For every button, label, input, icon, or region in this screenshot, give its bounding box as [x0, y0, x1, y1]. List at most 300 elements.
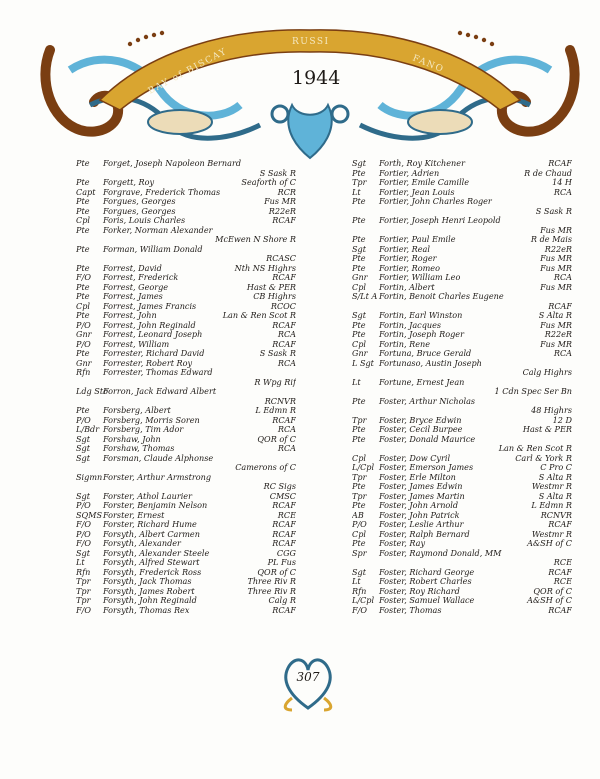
roll-entry-line: [76, 159, 296, 169]
soldier-name: Foster, John Patrick: [379, 510, 460, 520]
unit: RCA: [277, 330, 296, 339]
soldier-name: Foster, James Martin: [379, 491, 465, 501]
rank: Lt: [352, 577, 361, 586]
roll-entry: [76, 492, 296, 502]
roll-entry: [76, 406, 296, 416]
roll-entry: [352, 178, 572, 188]
rank: Pte: [76, 244, 90, 254]
roll-entry: [352, 340, 572, 350]
rank: Lt: [352, 187, 361, 197]
unit: Fus MR: [264, 197, 296, 206]
illuminated-header: [30, 10, 590, 160]
roll-entry: [352, 596, 572, 606]
soldier-name: Fortier, Jean Louis: [379, 187, 455, 197]
soldier-name: Foster, Robert Charles: [379, 577, 472, 586]
rank: Sgt: [352, 567, 366, 577]
soldier-name: Fortier, John Charles Roger: [379, 197, 492, 206]
roll-entry-line: [352, 245, 572, 255]
rank: Sgt: [76, 548, 90, 558]
roll-entry: [352, 159, 572, 169]
rank: Gnr: [76, 330, 92, 339]
unit-continued: Calg Highrs: [522, 368, 572, 377]
ribbon-text-right: FANO: [410, 53, 446, 76]
roll-entry: [352, 549, 572, 568]
roll-entry: [352, 520, 572, 530]
roll-entry-line: [76, 416, 296, 426]
soldier-name: Forgett, Roy: [103, 178, 155, 187]
roll-entry: [352, 425, 572, 435]
unit: R22eR: [544, 330, 572, 339]
roll-entry: [76, 568, 296, 578]
roll-entry: [76, 435, 296, 445]
roll-entry-line: [352, 596, 572, 606]
rank: Rfn: [352, 586, 367, 596]
rank: Pte: [352, 263, 366, 273]
roll-entry-line: [352, 340, 572, 350]
roll-entry-line: [352, 159, 572, 169]
rank: Cpl: [352, 282, 366, 292]
unit: Lan & Ren Scot R: [222, 311, 296, 320]
rank: L/Cpl: [352, 463, 375, 472]
roll-entry: [352, 349, 572, 359]
rank: Spr: [352, 548, 367, 558]
roll-entry: [352, 501, 572, 511]
roll-entry-line: [352, 435, 572, 445]
rank: P/O: [76, 529, 91, 539]
unit-continued: Camerons of C: [235, 463, 296, 472]
rank: Gnr: [352, 273, 368, 282]
page-number-ornament: [278, 650, 338, 712]
roll-entry-line: [352, 492, 572, 502]
roll-entry: [352, 283, 572, 293]
unit: RCOC: [270, 301, 296, 311]
soldier-name: Fortier, William Leo: [379, 273, 461, 282]
rank: Tpr: [76, 577, 91, 586]
roll-entry-line: [352, 501, 572, 511]
roll-entry: [352, 311, 572, 321]
roll-entry: [352, 254, 572, 264]
soldier-name: Forrest, Frederick: [103, 273, 179, 282]
unit: CGG: [276, 548, 296, 558]
roll-entry-line: [76, 568, 296, 578]
unit: Fus MR: [540, 282, 572, 292]
soldier-name: Forrest, James Francis: [103, 301, 197, 311]
unit: Westmr R: [531, 529, 572, 539]
soldier-name: Fortin, Joseph Roger: [379, 330, 464, 339]
soldier-name: Fortunaso, Austin Joseph: [379, 358, 482, 368]
soldier-name: Forget, Joseph Napoleon Bernard: [103, 159, 242, 168]
roll-entry: [76, 530, 296, 540]
unit: 14 H: [552, 178, 572, 187]
roll-entry-line: [352, 520, 572, 530]
roll-entry: [76, 207, 296, 217]
unit: RCNVR: [540, 510, 572, 520]
soldier-name: Forsyth, Jack Thomas: [103, 577, 192, 586]
roll-entry-line: [76, 292, 296, 302]
roll-entry: [352, 292, 572, 311]
soldier-name: Foster, Bryce Edwin: [379, 415, 462, 425]
rank: Sgt: [352, 244, 366, 254]
unit: RCA: [277, 358, 296, 368]
rank: Pte: [76, 406, 90, 415]
soldier-name: Fortier, Joseph Henri Leopold: [379, 216, 501, 225]
roll-entry-line: [76, 359, 296, 369]
unit: S Alta R: [538, 472, 572, 482]
unit: RCA: [553, 349, 572, 358]
roll-entry: [352, 416, 572, 426]
soldier-name: Forron, Jack Edward Albert: [103, 387, 217, 396]
roll-entry-line: [76, 425, 296, 435]
soldier-name: Forsyth, John Reginald: [103, 596, 197, 605]
rank: Cpl: [76, 301, 90, 311]
roll-entry: [76, 558, 296, 568]
unit-continued: Fus MR: [540, 225, 572, 235]
soldier-name: Foster, John Arnold: [379, 501, 459, 510]
unit: RCE: [553, 577, 572, 586]
roll-entry: [352, 378, 572, 397]
rank: Sgt: [76, 444, 90, 453]
rank: Pte: [76, 349, 90, 358]
unit: CB Highrs: [253, 292, 296, 301]
soldier-name: Forrest, James: [103, 292, 163, 301]
soldier-name: Foster, Ray: [379, 539, 426, 548]
rank: Cpl: [352, 529, 366, 539]
roll-entry-line: [76, 596, 296, 606]
unit: A&SH of C: [527, 596, 572, 605]
unit-continued: Lan & Ren Scot R: [498, 444, 572, 453]
unit-continued: RCE: [553, 558, 572, 567]
rank: Pte: [76, 178, 90, 187]
roll-entry-line: [76, 606, 296, 616]
unit: Fus MR: [540, 339, 572, 349]
rank: Tpr: [352, 415, 367, 425]
soldier-name: Foster, Samuel Wallace: [379, 596, 475, 605]
rank: P/O: [352, 520, 367, 529]
roll-entry-line: [352, 349, 572, 359]
rank: P/O: [76, 501, 91, 510]
unit: RCAF: [272, 320, 296, 330]
roll-entry: [352, 235, 572, 245]
roll-entry: [76, 549, 296, 559]
roll-entry: [76, 197, 296, 207]
roll-entry: [76, 330, 296, 340]
soldier-name: Fortin, Jacques: [379, 320, 442, 330]
soldier-name: Fortier, Adrien: [379, 168, 440, 178]
roll-entry-line: [352, 416, 572, 426]
unit: Westmr R: [531, 482, 572, 491]
unit-continued: RCASC: [266, 254, 296, 263]
roll-entry-line: [76, 454, 296, 464]
roll-entry: [352, 454, 572, 464]
rank: Sgt: [352, 311, 366, 320]
soldier-name: Foster, Ralph Bernard: [379, 529, 470, 539]
soldier-name: Fortin, Benoit Charles Eugene: [379, 292, 504, 301]
roll-entry-line: [76, 340, 296, 350]
rank: Sgt: [76, 453, 90, 463]
soldier-name: Fortier, Emile Camille: [379, 178, 470, 187]
roll-entry: [76, 321, 296, 331]
rank: F/O: [76, 520, 91, 529]
rank: Tpr: [352, 472, 367, 482]
roll-entry: [76, 520, 296, 530]
roll-entry: [352, 482, 572, 492]
unit: Fus MR: [540, 263, 572, 273]
unit: RCAF: [272, 520, 296, 529]
rank: Pte: [352, 501, 366, 510]
roll-entry: [76, 425, 296, 435]
roll-entry-line: [76, 549, 296, 559]
soldier-name: Forsyth, Frederick Ross: [103, 567, 202, 577]
roll-entry: [76, 444, 296, 454]
rank: F/O: [76, 273, 91, 282]
rank: Tpr: [352, 491, 367, 501]
roll-entry: [352, 321, 572, 331]
roll-entry: [352, 330, 572, 340]
soldier-name: Fortune, Ernest Jean: [379, 377, 465, 387]
unit: Three Riv R: [247, 586, 296, 596]
roll-entry: [76, 587, 296, 597]
unit-continued: S Sask R: [535, 206, 572, 216]
roll-entry: [76, 596, 296, 606]
roll-entry-line: [352, 283, 572, 293]
rank: Pte: [76, 159, 90, 168]
rank: Pte: [76, 311, 90, 320]
roll-entry: [76, 245, 296, 264]
roll-entry-line: [76, 311, 296, 321]
roll-entry: [352, 511, 572, 521]
roll-entry: [352, 169, 572, 179]
roll-entry-line: [352, 425, 572, 435]
rank: SQMS: [76, 510, 103, 520]
unit: RCAF: [272, 273, 296, 282]
roll-entry: [352, 245, 572, 255]
roll-entry: [352, 435, 572, 454]
roll-entry: [352, 197, 572, 216]
rank: Pte: [352, 330, 366, 339]
soldier-name: Forsyth, Albert Carmen: [103, 529, 200, 539]
rank: Pte: [76, 292, 90, 301]
soldier-name: Forster, Athol Laurier: [103, 491, 192, 501]
roll-entry: [352, 568, 572, 578]
roll-entry-line: [76, 444, 296, 454]
unit: Nth NS Highrs: [234, 263, 296, 273]
rank: Pte: [76, 282, 90, 292]
roll-entry-line: [76, 321, 296, 331]
soldier-name: Forsyth, Alexander Steele: [103, 548, 210, 558]
roll-entry-line: [352, 216, 572, 226]
soldier-name: Forsyth, James Robert: [103, 586, 195, 596]
roll-entry: [76, 283, 296, 293]
rank: Pte: [352, 235, 366, 244]
unit: RCA: [553, 273, 572, 282]
roll-entry-line: [352, 321, 572, 331]
roll-entry-line: [352, 482, 572, 492]
roll-entry: [76, 159, 296, 178]
soldier-name: Fortier, Romeo: [379, 263, 440, 273]
soldier-name: Fortuna, Bruce Gerald: [379, 349, 472, 358]
unit: A&SH of C: [527, 539, 572, 548]
soldier-name: Forsyth, Alfred Stewart: [103, 558, 200, 567]
roll-entry-line: [352, 330, 572, 340]
unit: RCAF: [548, 605, 572, 615]
unit: RCE: [277, 510, 296, 520]
ribbon-text-center: RUSSI: [292, 37, 330, 47]
soldier-name: Fortier, Real: [379, 244, 430, 254]
unit: Fus MR: [540, 254, 572, 263]
unit: RCAF: [272, 339, 296, 349]
rank: P/O: [76, 320, 91, 330]
soldier-name: Forshaw, John: [103, 434, 161, 444]
soldier-name: Forsman, Claude Alphonse: [103, 453, 214, 463]
soldier-name: Fortier, Paul Emile: [379, 235, 456, 244]
roll-entry-line: [352, 169, 572, 179]
roll-entry-line: [76, 273, 296, 283]
unit: RCAF: [272, 539, 296, 548]
rank: P/O: [76, 339, 91, 349]
roll-entry: [76, 473, 296, 492]
roll-entry: [76, 606, 296, 616]
soldier-name: Forster, Ernest: [103, 510, 165, 520]
unit: L Edmn R: [531, 501, 572, 510]
unit: 12 D: [552, 415, 572, 425]
rank: AB: [352, 510, 364, 520]
unit: L Edmn R: [255, 406, 296, 415]
soldier-name: Forsberg, Albert: [103, 406, 171, 415]
roll-entry-line: [76, 577, 296, 587]
rank: Pte: [352, 168, 366, 178]
soldier-name: Forth, Roy Kitchener: [379, 159, 465, 168]
unit: R de Mais: [530, 235, 572, 244]
rank: Gnr: [76, 358, 92, 368]
unit: Three Riv R: [247, 577, 296, 586]
roll-entry-line: [76, 330, 296, 340]
soldier-name: Foster, James Edwin: [379, 482, 463, 491]
soldier-name: Fortin, Albert: [379, 282, 435, 292]
roll-entry-line: [76, 216, 296, 226]
roll-entry-line: [76, 302, 296, 312]
unit: RCAF: [548, 159, 572, 168]
rank: Sgt: [76, 491, 90, 501]
roll-entry: [76, 178, 296, 188]
roll-entry: [76, 359, 296, 369]
roll-entry-line: [76, 511, 296, 521]
roll-entry-line: [352, 359, 572, 369]
unit: S Alta R: [538, 491, 572, 501]
ribbon-text-left: BAY of BISCAY: [146, 46, 230, 97]
unit-continued: RC Sigs: [263, 482, 296, 491]
unit: Seaforth of C: [241, 178, 296, 187]
rank: P/O: [76, 415, 91, 425]
unit-continued: R Wpg Rif: [254, 377, 296, 387]
soldier-name: Foster, Raymond Donald, MM: [379, 548, 502, 558]
rank: Pte: [76, 225, 90, 235]
unit: QOR of C: [533, 586, 572, 596]
roll-entry: [352, 264, 572, 274]
soldier-name: Forrest, John Reginald: [103, 320, 196, 330]
soldier-name: Forrest, David: [103, 263, 162, 273]
rank: Cpl: [76, 216, 90, 225]
roll-entry: [352, 397, 572, 416]
roll-entry: [76, 216, 296, 226]
page-number: 307: [296, 670, 320, 684]
soldier-name: Foster, Erle Milton: [379, 472, 456, 482]
roll-entry: [352, 188, 572, 198]
rank: S/Lt A: [352, 292, 378, 301]
roll-entry: [352, 473, 572, 483]
rank: Capt: [76, 187, 96, 197]
roll-entry-line: [352, 606, 572, 616]
unit: RCAF: [548, 520, 572, 529]
roll-entry-line: [352, 463, 572, 473]
rank: Tpr: [76, 586, 91, 596]
rank: F/O: [76, 539, 91, 548]
unit-continued: McEwen N Shore R: [215, 235, 296, 244]
soldier-name: Forrester, Thomas Edward: [103, 368, 213, 377]
unit-continued: RCAF: [548, 301, 572, 311]
roll-entry-line: [76, 558, 296, 568]
roll-entry-line: [76, 368, 296, 378]
roll-entry-line: [352, 378, 572, 388]
roll-entry: [76, 416, 296, 426]
roll-entry: [352, 539, 572, 549]
roll-entry-line: [352, 587, 572, 597]
rank: L Sgt: [352, 358, 374, 368]
roll-entry-line: [352, 530, 572, 540]
rank: Cpl: [352, 453, 366, 463]
roll-entry-line: [352, 511, 572, 521]
unit: QOR of C: [257, 567, 296, 577]
rank: L/Cpl: [352, 596, 375, 605]
ornament-scroll-icon: [30, 10, 590, 160]
roll-entry: [352, 463, 572, 473]
unit: RCA: [277, 425, 296, 434]
unit: S Alta R: [538, 311, 572, 320]
soldier-name: Foster, Roy Richard: [379, 586, 460, 596]
roll-entry-line: [352, 549, 572, 559]
unit: PL Fus: [267, 558, 296, 567]
unit-continued: 48 Highrs: [531, 406, 572, 415]
roll-entry-line: [352, 197, 572, 207]
roll-entry-line: [352, 292, 572, 302]
soldier-name: Forrest, William: [103, 339, 170, 349]
soldier-name: Forgues, Georges: [103, 197, 176, 206]
unit: RCAF: [548, 567, 572, 577]
rank: Pte: [352, 216, 366, 225]
rank: Sgt: [352, 159, 366, 168]
unit: QOR of C: [257, 434, 296, 444]
header-year: 1944: [292, 67, 341, 89]
unit: RCAF: [272, 529, 296, 539]
soldier-name: Forman, William Donald: [103, 244, 203, 254]
roll-entry: [76, 501, 296, 511]
roll-entry: [76, 264, 296, 274]
roll-entry-line: [76, 501, 296, 511]
roll-entry: [76, 340, 296, 350]
soldier-name: Forrest, John: [103, 311, 157, 320]
roll-entry: [76, 226, 296, 245]
soldier-name: Forshaw, Thomas: [103, 444, 175, 453]
rank: Pte: [352, 539, 366, 548]
rank: Pte: [352, 425, 366, 434]
unit: RCAF: [272, 216, 296, 225]
soldier-name: Forsyth, Alexander: [103, 539, 181, 548]
soldier-name: Forrester, Richard David: [103, 349, 205, 358]
rank: F/O: [76, 605, 91, 615]
soldier-name: Fortin, Earl Winston: [379, 311, 463, 320]
roll-entry-line: [76, 492, 296, 502]
unit-continued: RCNVR: [264, 396, 296, 406]
roll-entry: [352, 359, 572, 378]
